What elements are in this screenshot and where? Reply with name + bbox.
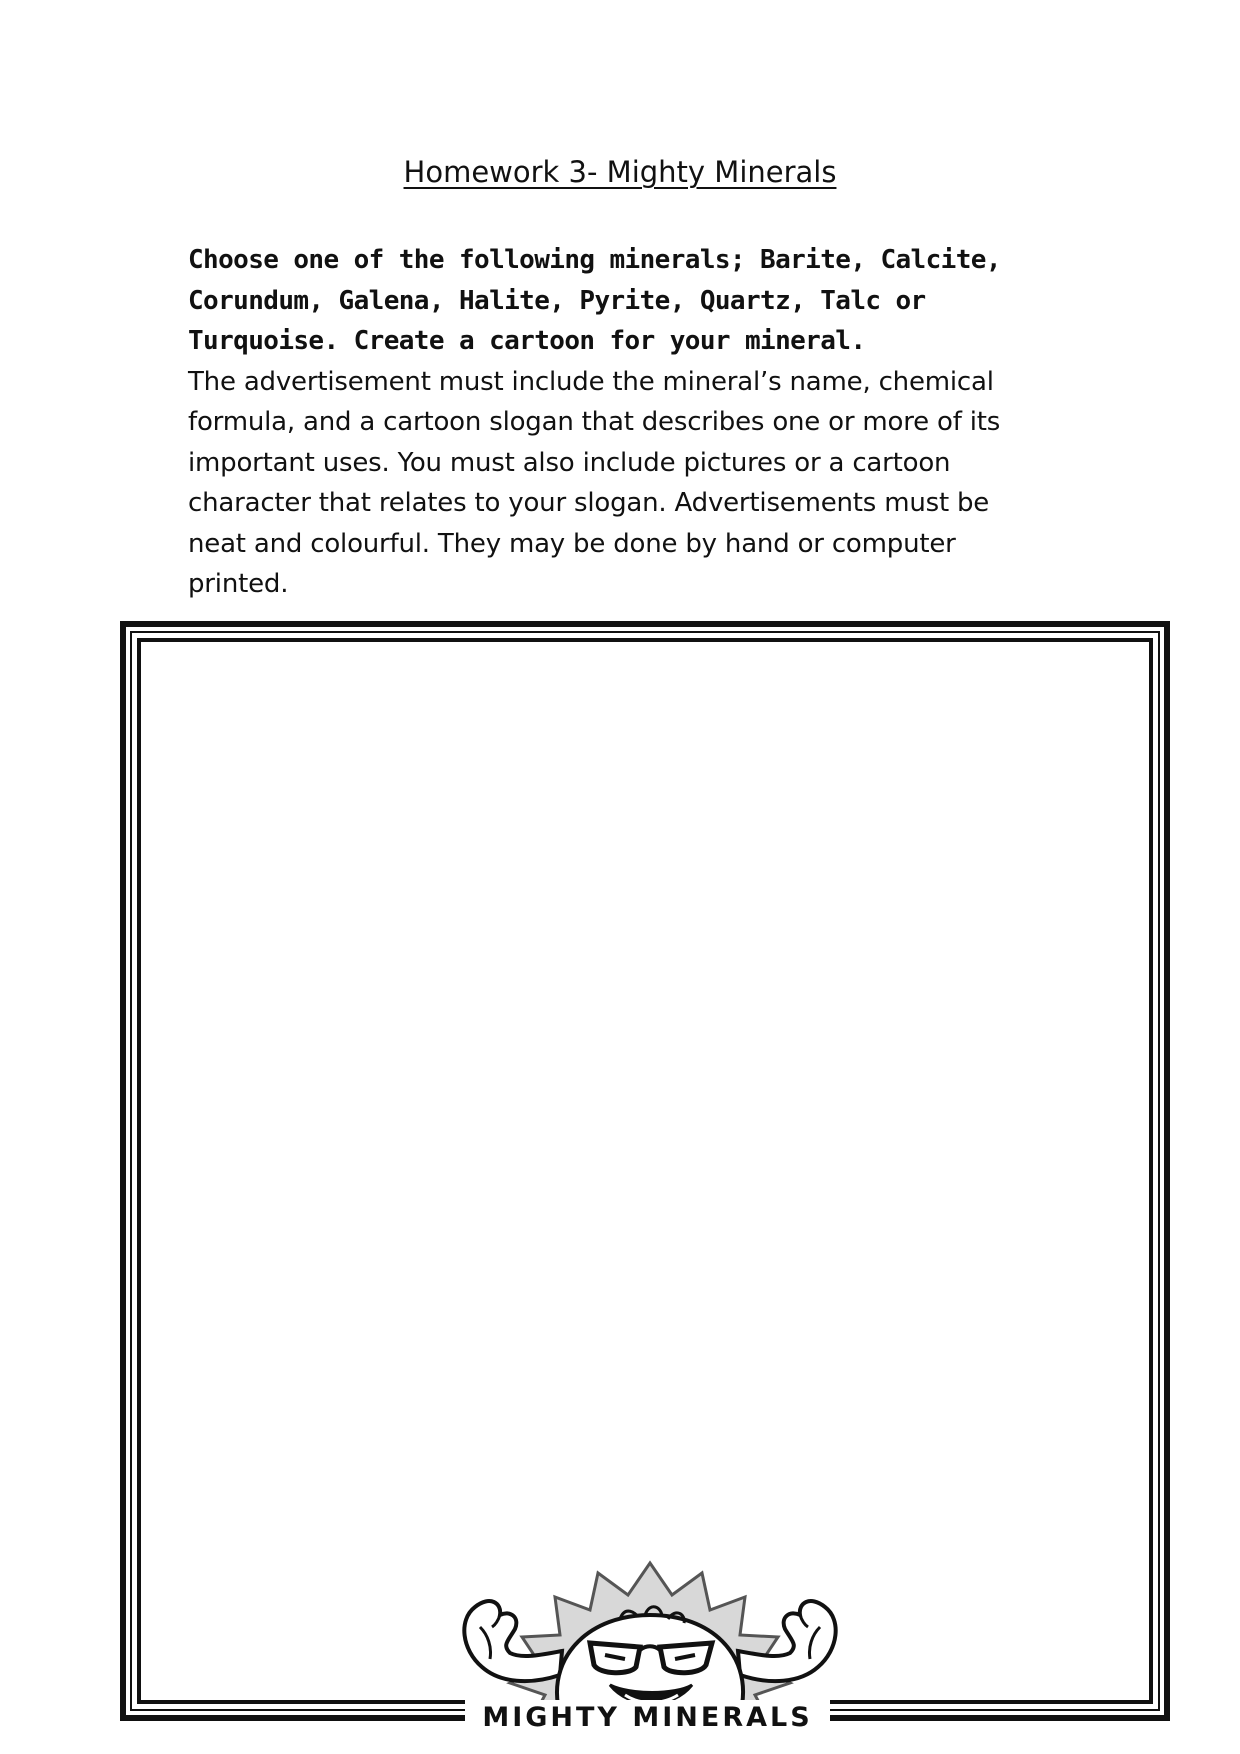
instruction-bold-line-3: Turquoise. Create a cartoon for your mineral. [188,326,866,356]
instruction-line-3: important uses. You must also include pictures or a cartoon [188,447,951,478]
logo-text: MIGHTY MINERALS [482,1702,813,1733]
drawing-area [137,638,1153,1704]
instruction-line-5: neat and colourful. They may be done by hand or computer [188,528,956,559]
instruction-bold-line-2: Corundum, Galena, Halite, Pyrite, Quartz, Talc or [188,285,926,316]
instruction-line-4: character that relates to your slogan. Advertisements must be [188,488,990,518]
instructions [188,240,1068,605]
page-title [0,152,1240,192]
instruction-bold-line-1: Choose one of the following minerals; Barite, Calcite, [188,245,1001,275]
instruction-line-6: printed. [188,569,289,599]
instruction-line-2: formula, and a cartoon slogan that describes one or more of its [188,407,1001,437]
instruction-line-1: The advertisement must include the mineral’s name, chemical [188,366,994,397]
page-title-text: Homework 3- Mighty Minerals [403,155,837,189]
